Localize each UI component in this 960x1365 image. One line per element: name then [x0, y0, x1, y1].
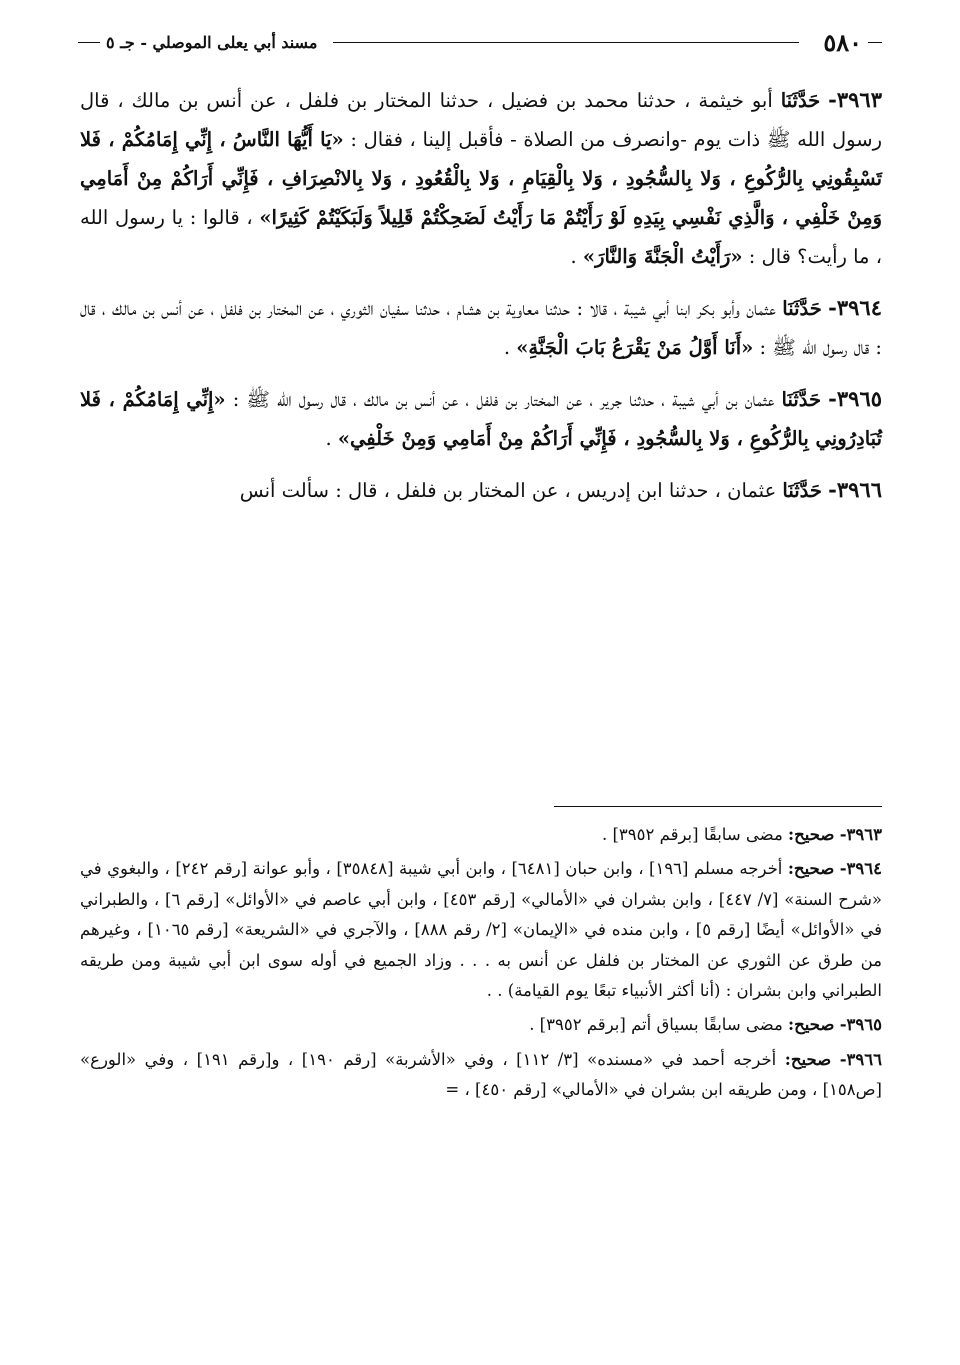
grade-label: صحيح: — [788, 825, 835, 844]
haddathana: حَدَّثَنَا — [782, 297, 822, 320]
footnote-number: ٣٩٦٣- — [839, 825, 882, 844]
prophetic-quote: «أَنَا أَوَّلُ مَنْ يَقْرَعُ بَابَ الْجَنَّةِ» — [516, 336, 754, 359]
grade-label: صحيح: — [788, 1015, 835, 1035]
footnote-3965 — [80, 1010, 882, 1040]
hadith-3965 — [80, 379, 882, 458]
header-rule-end — [78, 42, 100, 43]
narration-text: . — [570, 245, 583, 268]
footnote-number: ٣٩٦٦- — [839, 1049, 882, 1069]
hadith-number: ٣٩٦٦- — [828, 477, 882, 502]
hadith-number: ٣٩٦٣- — [828, 87, 882, 112]
page-number: ٥٨٠ — [823, 27, 862, 57]
hadith-number: ٣٩٦٤- — [828, 295, 882, 320]
hadith-3963 — [80, 80, 882, 276]
prophetic-quote: «يَا أَيُّهَا النَّاسُ ، إِنِّي إِمَامُكُمْ ، فَلا تَسْبِقُونِي بِالرُّكُوعِ ، وَلا بِالسُّجُودِ ، وَلا بِالْقِيَامِ ، وَلا بِالْقُعُودِ ، وَلا بِالانْصِرَافِ ، فَإِنِّي أَرَاكُمْ مِنْ أَمَامِي وَمِنْ خَلْفِي ، وَالَّذِي نَفْسِي بِيَدِهِ لَوْ رَأَيْتُمْ مَا رَأَيْتُ لَضَحِكْتُمْ قَلِيلاً وَلَبَكَيْتُمْ كَثِيرًا» — [80, 128, 882, 229]
haddathana: حَدَّثَنَا — [780, 89, 821, 112]
grade-label: صحيح: — [787, 859, 835, 879]
footnote-3963 — [80, 820, 882, 850]
grade-label: صحيح: — [784, 1049, 832, 1069]
footnote-3966 — [80, 1045, 882, 1106]
isnad-text: عثمان ، حدثنا ابن إدريس ، عن المختار بن فلفل ، قال : سألت أنس — [239, 479, 783, 502]
main-text — [80, 80, 882, 522]
footnote-text: أخرجه مسلم [١٩٦] ، وابن حبان [٦٤٨١] ، وابن أبي شيبة [٣٥٨٤٨] ، وأبو عوانة [رقم ٢٤٢] ، والبغوي في «شرح السنة» [٧/ ٤٤٧] ، وابن بشران في «الأمالي» [رقم ٤٥٣] ، وابن أبي عاصم في «الأوائل» [رقم ٦] ، والطبراني في «الأوائل» أيضًا [رقم ٥] ، وابن منده في «الإيمان» [٢/ رقم ٨٨٨] ، والآجري في «الشريعة» [رقم ١٠٦٥] ، وغيرهم من طرق عن الثوري عن المختار بن فلفل عن أنس به . . . وزاد الجميع في أوله سوى ابن أبي شيبة ومن طريقه الطبراني وابن بشران : (أنا أكثر الأنبياء تبعًا يوم القيامة) . . — [80, 859, 882, 1001]
narration-text: ، قالوا : يا رسول الله ، ما رأيت؟ قال : — [80, 206, 882, 268]
prophetic-quote: «إِنِّي إِمَامُكُمْ ، فَلا تُبَادِرُونِي بِالرُّكُوعِ ، وَلا بِالسُّجُودِ ، فَإِنِّي أَرَاكُمْ مِنْ أَمَامِي وَمِنْ خَلْفِي» — [80, 388, 882, 450]
header-dash — [868, 42, 882, 43]
hadith-3964 — [80, 288, 882, 367]
footnote-number: ٣٩٦٤- — [839, 859, 882, 879]
book-title: مسند أبي يعلى الموصلي - جـ ٥ — [106, 32, 318, 52]
isnad-text: عثمان بن أبي شيبة ، حدثنا جرير ، عن المختار بن فلفل ، عن أنس بن مالك ، قال رسول الله ﷺ : — [225, 388, 782, 411]
footnote-number: ٣٩٦٥- — [839, 1015, 882, 1035]
prophetic-quote: «رَأَيْتُ الْجَنَّةَ وَالنَّارَ» — [582, 245, 743, 268]
haddathana: حَدَّثَنَا — [781, 388, 822, 411]
footnote-text: أخرجه أحمد في «مسنده» [٣/ ١١٢] ، وفي «الأشربة» [رقم ١٩٠] ، و[رقم ١٩١] ، وفي «الورع» [ص١٥٨] ، ومن طريقه ابن بشران في «الأمالي» [رقم ٤٥٠] ، = — [80, 1049, 882, 1100]
haddathana: حَدَّثَنَا — [782, 479, 822, 502]
footnote-3964 — [80, 854, 882, 1006]
hadith-number: ٣٩٦٥- — [828, 386, 883, 411]
narration-text: . — [325, 427, 338, 450]
running-header — [78, 22, 882, 62]
isnad-text: أبو خيثمة ، حدثنا محمد بن فضيل ، حدثنا المختار بن فلفل ، عن أنس بن مالك ، قال رسول الله ﷺ ذات يوم -وانصرف من الصلاة - فأقبل إلينا ، فقال : — [80, 89, 882, 151]
isnad-text: عثمان وأبو بكر ابنا أبي شيبة ، قالا : حدثنا معاوية بن هشام ، حدثنا سفيان الثوري ، عن المختار بن فلفل ، عن أنس بن مالك ، قال : قال رسول الله ﷺ : — [80, 297, 882, 359]
narration-text: . — [503, 336, 517, 359]
footnote-separator — [554, 806, 882, 807]
hadith-3966 — [80, 470, 882, 510]
footnotes — [80, 820, 882, 1110]
footnote-text: مضى سابقًا [برقم ٣٩٥٢] . — [601, 825, 789, 844]
footnote-text: مضى سابقًا بسياق أتم [برقم ٣٩٥٢] . — [529, 1015, 789, 1035]
header-rule — [333, 42, 799, 43]
